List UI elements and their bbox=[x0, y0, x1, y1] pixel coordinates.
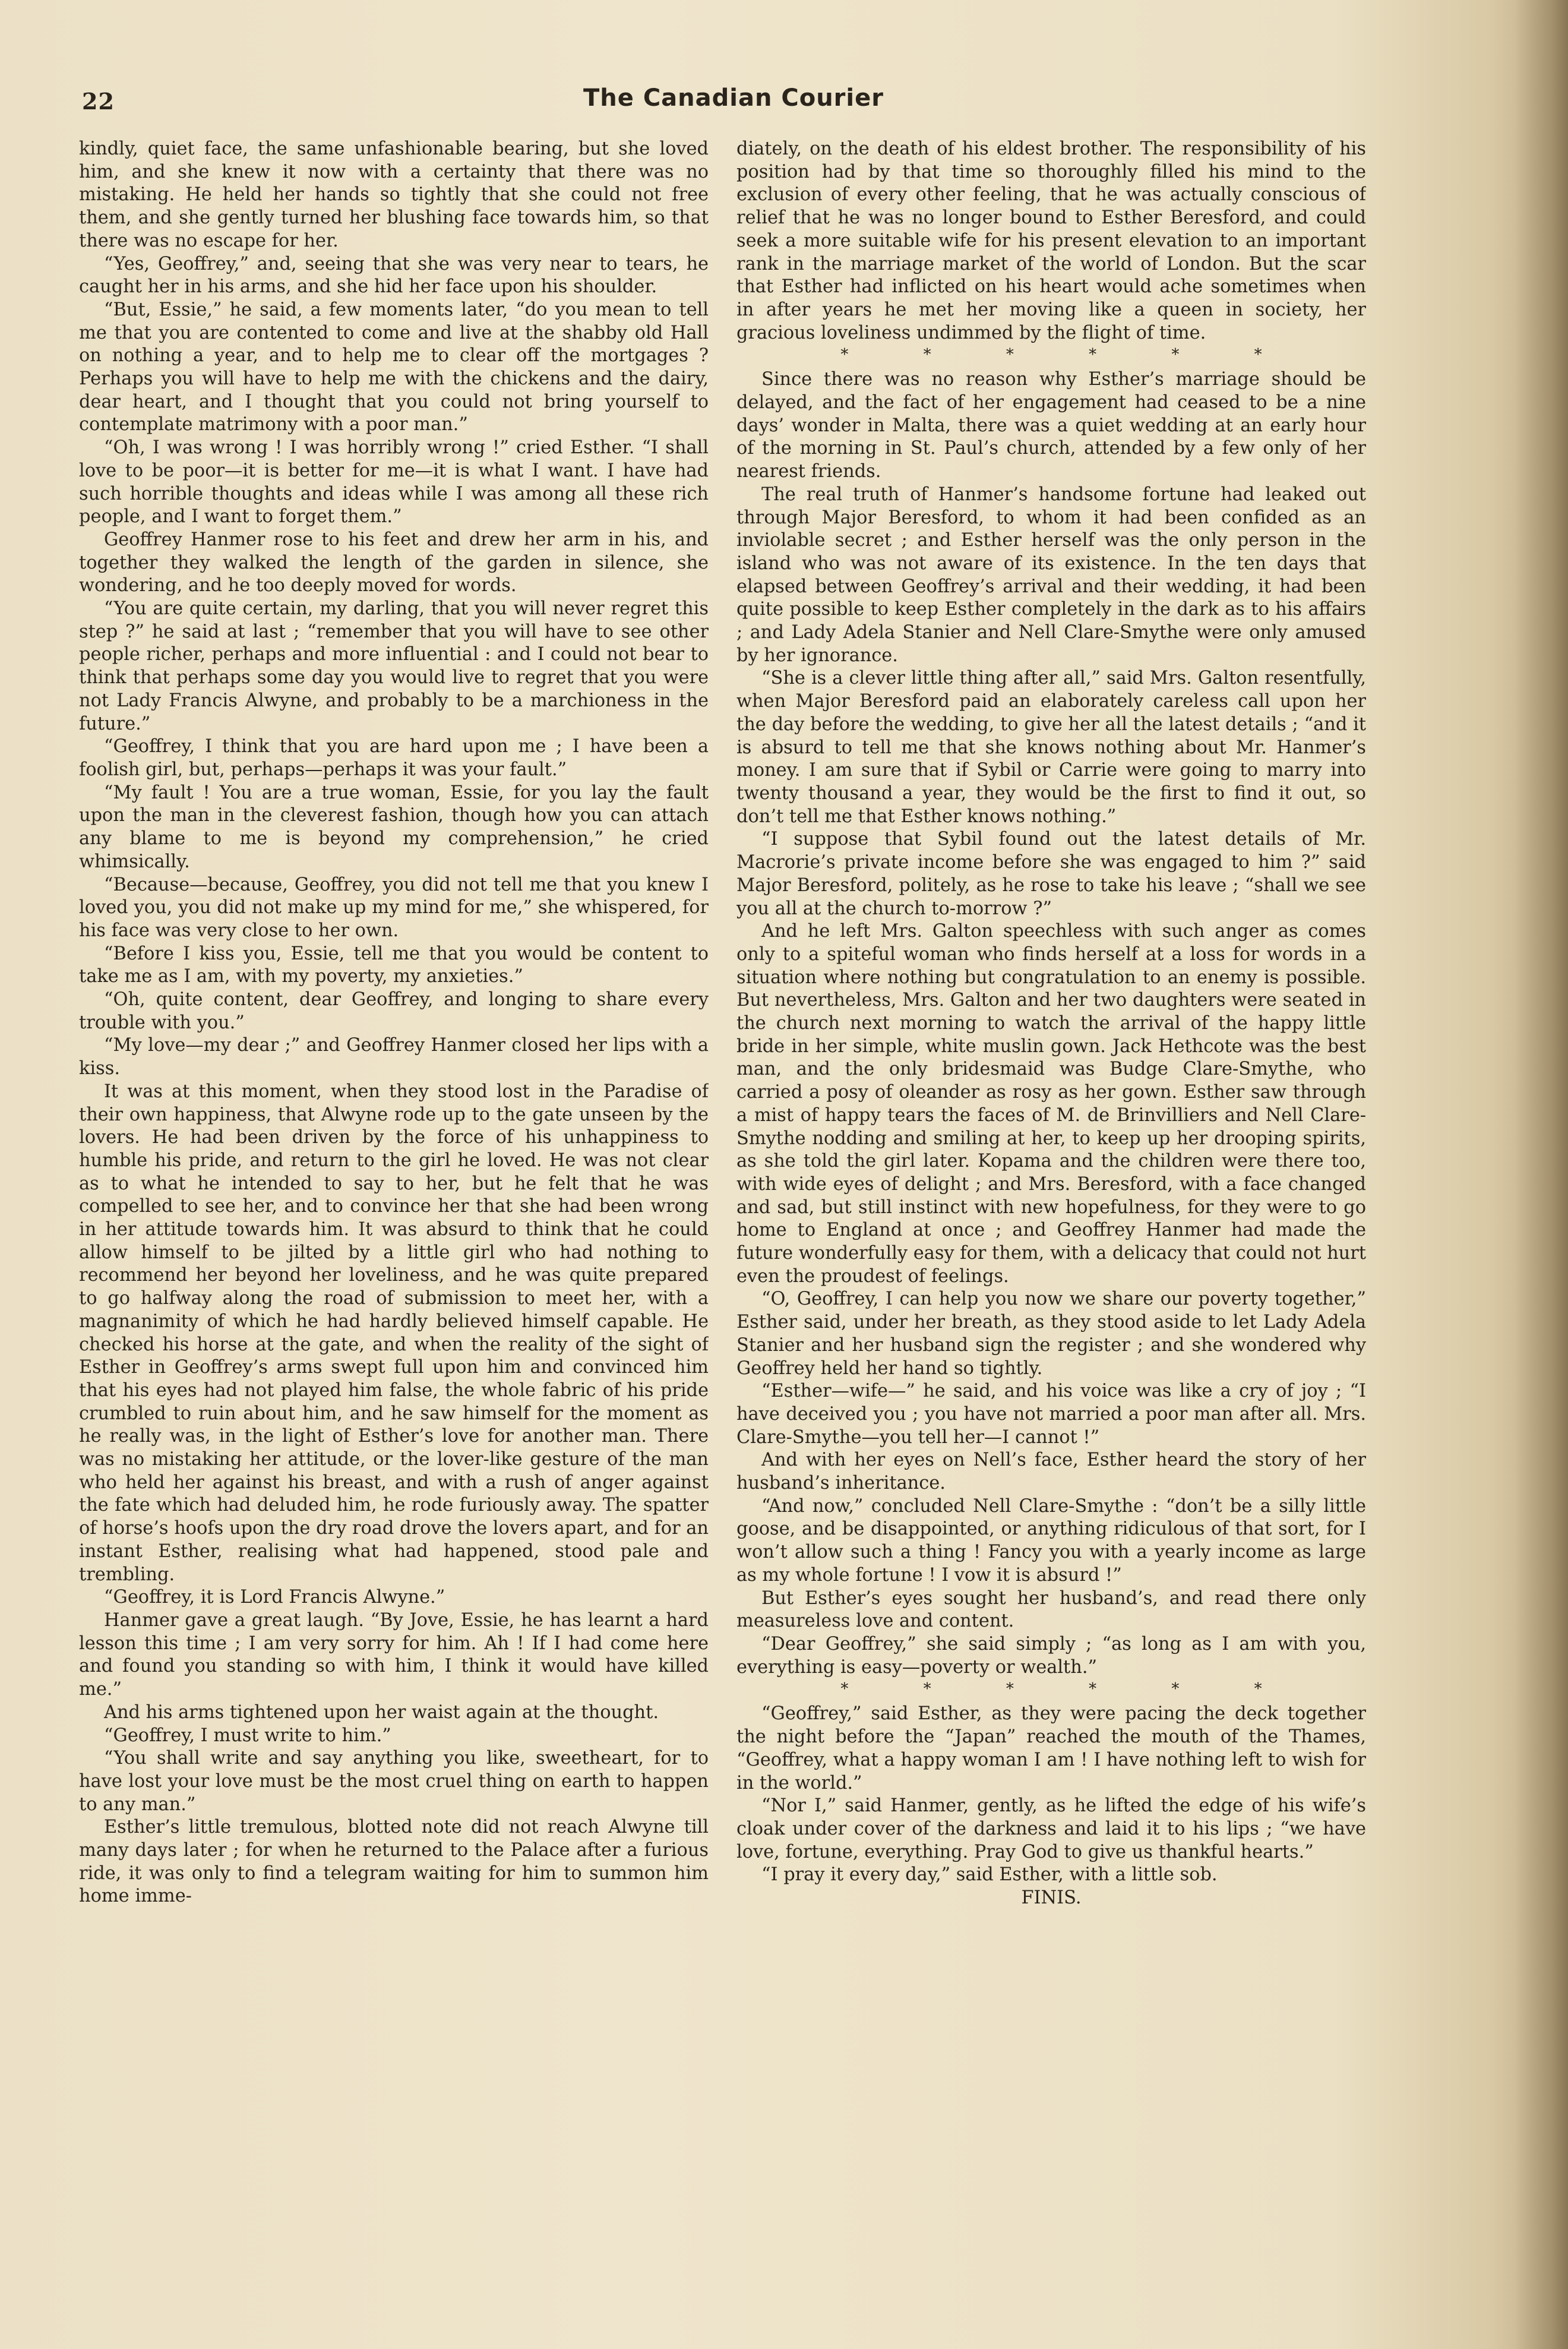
paragraph: “Oh, quite content, dear Geoffrey, and longing to share every trouble with you.” bbox=[79, 989, 709, 1033]
paragraph: And he left Mrs. Galton speechless with such anger as comes only to a spiteful woman who finds herself at a loss for words in a situation where nothing but congratulation to an enemy is possible. But nevertheless, Mrs. Galton and her two daughters were seated in the church next morning to watch the arrival of the happy little bride in her simple, white muslin gown. Jack Hethcote was the best man, and the only bridesmaid was Budge Clare-Smythe, who carried a posy of oleander as rosy as her gown. Esther saw through a mist of happy tears the faces of M. de Brinvilliers and Nell Clare-Smythe nodding and smiling at her, to keep up her drooping spirits, as she told the girl later. Kopama and the children were there too, with wide eyes of delight ; and Mrs. Beresford, with a face changed and sad, but still instinct with new hopefulness, for they were to go home to England at once ; and Geoffrey Hanmer had made the future wonderfully easy for them, with a delicacy that could not hurt even the proudest of feelings. bbox=[736, 921, 1366, 1287]
paragraph: But Esther’s eyes sought her husband’s, and read there only measureless love and content. bbox=[736, 1587, 1366, 1632]
end-mark: FINIS. bbox=[1021, 1887, 1082, 1909]
paragraph: “And now,” concluded Nell Clare-Smythe : “don’t be a silly little goose, and be disappointed, or anything ridiculous of that sort, for I won’t allow such a thing ! Fancy you with a yearly income as large as my whole fortune ! I vow it is absurd !” bbox=[736, 1495, 1366, 1586]
paragraph: kindly, quiet face, the same unfashionable bearing, but she loved him, and she knew it now with a certainty that there was no mistaking. He held her hands so tightly that she could not free them, and she gently turned her blushing face towards him, so that there was no escape for her. bbox=[79, 138, 709, 251]
paragraph: “Esther—wife—” he said, and his voice was like a cry of joy ; “I have deceived you ; you have not married a poor man after all. Mrs. Clare-Smythe—you tell her—I cannot !” bbox=[736, 1381, 1366, 1448]
paragraph: And his arms tightened upon her waist again at the thought. bbox=[104, 1701, 659, 1723]
paragraph: “Before I kiss you, Essie, tell me that you would be content to take me as I am, with my poverty, my anxieties.” bbox=[79, 943, 709, 987]
paragraph: diately, on the death of his eldest brother. The responsibility of his position had by that time so thoroughly filled his mind to the exclusion of every other feeling, that he was actually conscious of relief that he was no longer bound to Esther Beresford, and could seek a more suitable wife for his present elevation to an important rank in the marriage market of the world of London. But the scar that Esther had inflicted on his heart would ache sometimes when in after years he met her moving like a queen in society, her gracious loveliness undimmed by the flight of time. bbox=[736, 138, 1366, 343]
paragraph: “I suppose that Sybil found out the latest details of Mr. Macrorie’s private income before she was engaged to him ?” said Major Beresford, politely, as he rose to take his leave ; “shall we see you all at the church to-morrow ?” bbox=[736, 829, 1366, 919]
paragraph: “Geoffrey, it is Lord Francis Alwyne.” bbox=[104, 1587, 445, 1608]
paragraph: “My love—my dear ;” and Geoffrey Hanmer closed her lips with a kiss. bbox=[79, 1035, 709, 1079]
paragraph: “Dear Geoffrey,” she said simply ; “as long as I am with you, everything is easy—poverty or wealth.” bbox=[736, 1634, 1366, 1678]
paragraph: “Geoffrey, I must write to him.” bbox=[104, 1725, 391, 1746]
left-column bbox=[79, 138, 709, 2229]
paragraph: “You shall write and say anything you like, sweetheart, for to have lost your love must be the most cruel thing on earth to happen to any man.” bbox=[79, 1748, 709, 1815]
paragraph: It was at this moment, when they stood lost in the Paradise of their own happiness, that Alwyne rode up to the gate unseen by the lovers. He had been driven by the force of his unhappiness to humble his pride, and return to the girl he loved. He was not clear as to what he intended to say to her, but he felt that he was compelled to see her, and to convince her that she had been wrong in her attitude towards him. It was absurd to think that he could allow himself to be jilted by a little girl who had nothing to recommend her beyond her loveliness, and he was quite prepared to go halfway along the road of submission to meet her, with a magnanimity of which he had hardly believed himself capable. He checked his horse at the gate, and when the reality of the sight of Esther in Geoffrey’s arms swept full upon him and convinced him that his eyes had not played him false, the whole fabric of his pride crumbled to ruin about him, and he saw himself for the moment as he really was, in the light of Esther’s love for another man. There was no mistaking her attitude, or the lover-like gesture of the man who held her against his breast, and with a rush of anger against the fate which had deluded him, he rode furiously away. The spatter of horse’s hoofs upon the dry road drove the lovers apart, and for an instant Esther, realising what had happened, stood pale and trembling. bbox=[79, 1081, 709, 1585]
paragraph: “Nor I,” said Hanmer, gently, as he lifted the edge of his wife’s cloak under cover of the darkness and laid it to his lips ; “we have love, fortune, everything. Pray God to give us thankful hearts.” bbox=[736, 1795, 1366, 1862]
paragraph: Hanmer gave a great laugh. “By Jove, Essie, he has learnt a hard lesson this time ; I am very sorry for him. Ah ! If I had come here and found you standing so with him, I think it would have killed me.” bbox=[79, 1610, 709, 1700]
paragraph: “My fault ! You are a true woman, Essie, for you lay the fault upon the man in the cleverest fashion, though how you can attach any blame to me is beyond my comprehension,” he cried whimsically. bbox=[79, 782, 709, 872]
section-break: * * * * * * bbox=[840, 346, 1262, 364]
paragraph: “Geoffrey,” said Esther, as they were pacing the deck together the night before the “Japan” reached the mouth of the Thames, “Geoffrey, what a happy woman I am ! I have nothing left to wish for in the world.” bbox=[736, 1703, 1366, 1794]
right-column bbox=[736, 138, 1366, 2229]
paragraph: “Yes, Geoffrey,” and, seeing that she was very near to tears, he caught her in his arms, and she hid her face upon his shoulder. bbox=[79, 253, 709, 298]
publication-title: The Canadian Courier bbox=[583, 84, 884, 112]
paragraph: “But, Essie,” he said, a few moments later, “do you mean to tell me that you are contented to come and live at the shabby old Hall on nothing a year, and to help me to clear off the mortgages ? Perhaps you will have to help me with the chickens and the dairy, dear heart, and I thought that you could not bring yourself to contemplate matrimony with a poor man.” bbox=[79, 299, 709, 435]
paragraph: “She is a clever little thing after all,” said Mrs. Galton resentfully, when Major Beresford paid an elaborately careless call upon her the day before the wedding, to give her all the latest details ; “and it is absurd to tell me that she knows nothing about Mr. Hanmer’s money. I am sure that if Sybil or Carrie were going to marry into twenty thousand a year, they would be the first to find it out, so don’t tell me that Esther knows nothing.” bbox=[736, 668, 1366, 827]
paragraph: Since there was no reason why Esther’s marriage should be delayed, and the fact of her engagement had ceased to be a nine days’ wonder in Malta, there was a quiet wedding at an early hour of the morning in St. Paul’s church, attended by a few only of her nearest friends. bbox=[736, 369, 1366, 482]
paragraph: “Geoffrey, I think that you are hard upon me ; I have been a foolish girl, but, perhaps—perhaps it was your fault.” bbox=[79, 736, 709, 780]
paragraph: “O, Geoffrey, I can help you now we share our poverty together,” Esther said, under her breath, as they stood aside to let Lady Adela Stanier and her husband sign the register ; and she wondered why Geoffrey held her hand so tightly. bbox=[736, 1289, 1366, 1379]
paragraph: “Oh, I was wrong ! I was horribly wrong !” cried Esther. “I shall love to be poor—it is better for me—it is what I want. I have had such horrible thoughts and ideas while I was among all these rich people, and I want to forget them.” bbox=[79, 437, 709, 528]
paragraph: And with her eyes on Nell’s face, Esther heard the story of her husband’s inheritance. bbox=[736, 1450, 1366, 1494]
paragraph: “You are quite certain, my darling, that you will never regret this step ?” he said at last ; “remember that you will have to see other people richer, perhaps and more influential : and I could not bear to think that perhaps some day you would live to regret that you were not Lady Francis Alwyne, and probably to be a marchioness in the future.” bbox=[79, 598, 709, 734]
section-break: * * * * * * bbox=[840, 1680, 1262, 1698]
page-number: 22 bbox=[82, 88, 115, 115]
paragraph: Esther’s little tremulous, blotted note did not reach Alwyne till many days later ; for when he returned to the Palace after a furious ride, it was only to find a telegram waiting for him to summon him home imme- bbox=[79, 1817, 709, 1907]
paragraph: Geoffrey Hanmer rose to his feet and drew her arm in his, and together they walked the length of the garden in silence, she wondering, and he too deeply moved for words. bbox=[79, 529, 709, 596]
paragraph: “Because—because, Geoffrey, you did not tell me that you knew I loved you, you did not make up my mind for me,” she whispered, for his face was very close to her own. bbox=[79, 874, 709, 941]
page-edge-shadow bbox=[1515, 0, 1568, 2349]
paragraph: “I pray it every day,” said Esther, with a little sob. bbox=[761, 1864, 1218, 1886]
paragraph: The real truth of Hanmer’s handsome fortune had leaked out through Major Beresford, to whom it had been confided as an inviolable secret ; and Esther herself was the only person in the island who was not aware of its existence. In the ten days that elapsed between Geoffrey’s arrival and their wedding, it had been quite possible to keep Esther completely in the dark as to his affairs ; and Lady Adela Stanier and Nell Clare-Smythe were only amused by her ignorance. bbox=[736, 484, 1366, 666]
